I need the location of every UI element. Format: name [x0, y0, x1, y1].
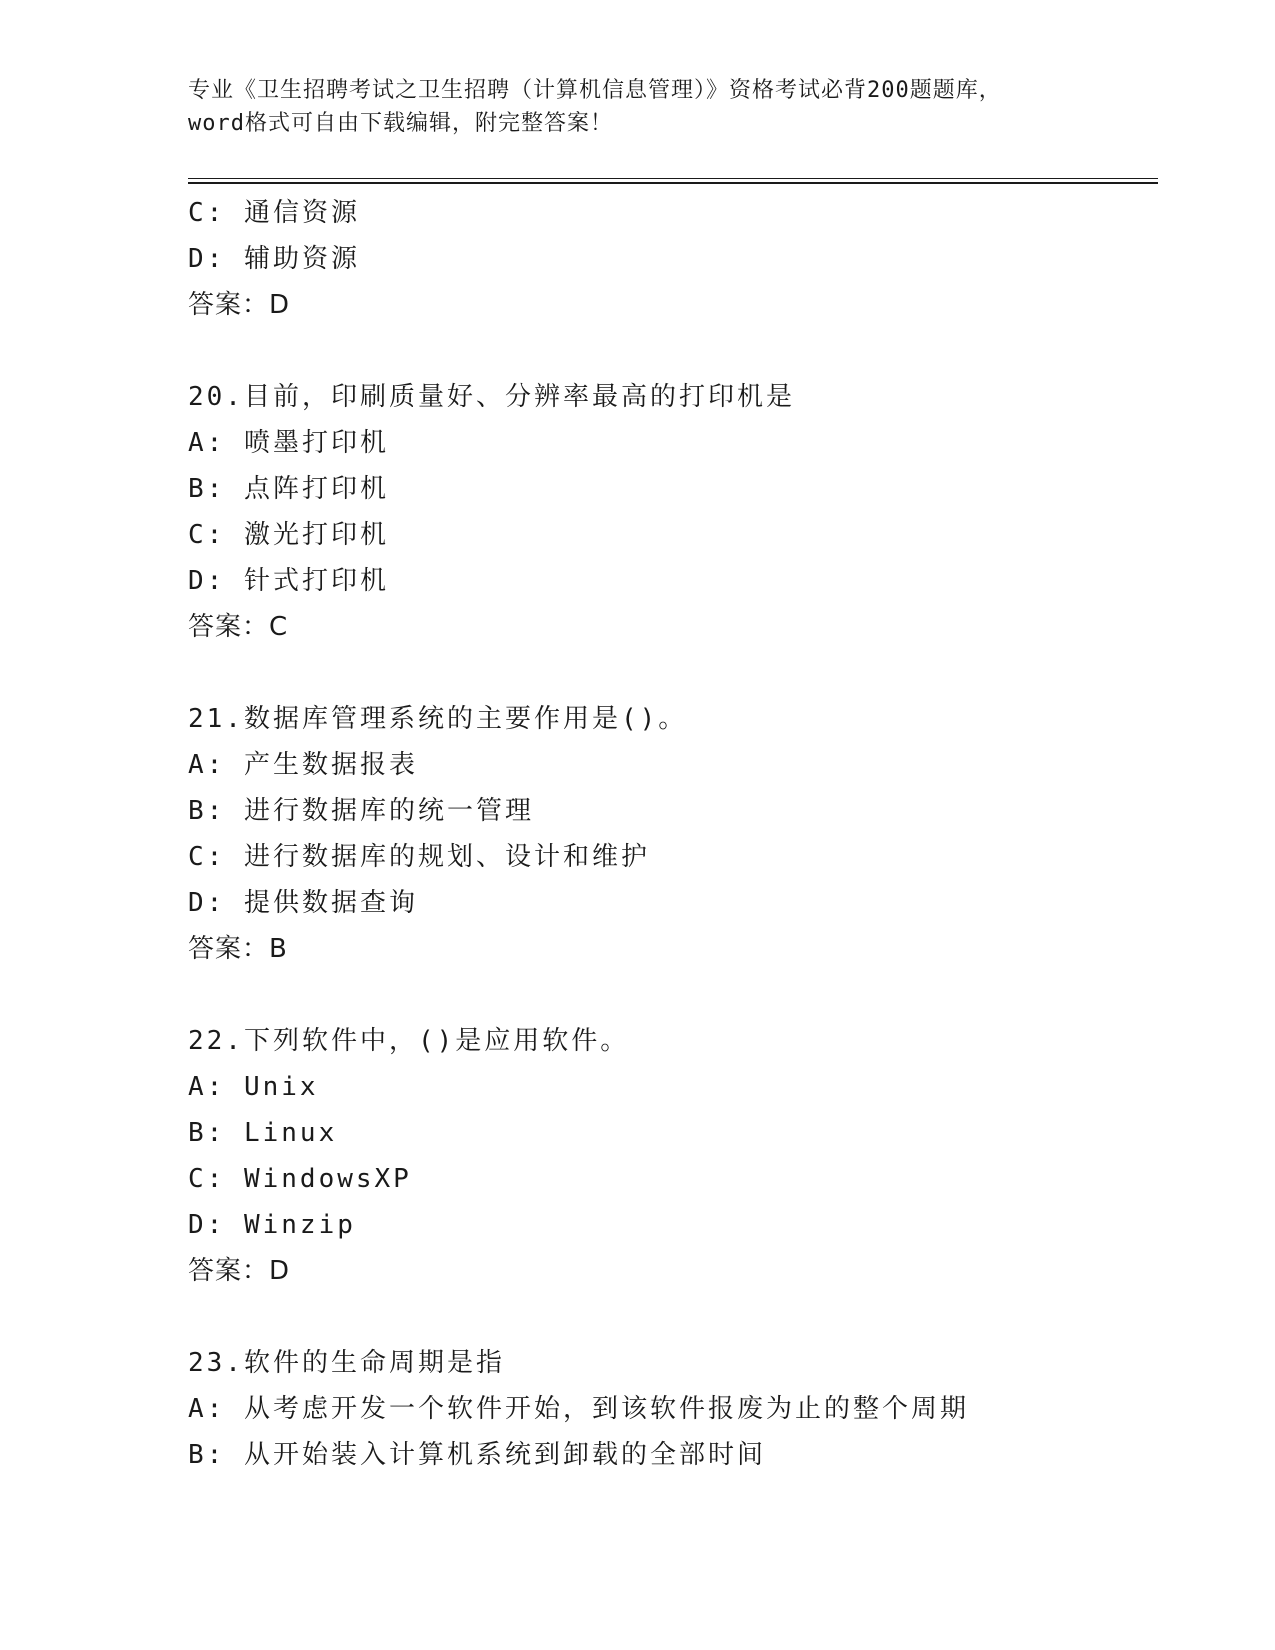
spacer: [188, 972, 1188, 1018]
question-23-block: [188, 1340, 1188, 1478]
q19-option-c: C: 通信资源: [188, 198, 360, 228]
q20-option-c: C: 激光打印机: [188, 520, 389, 550]
q20-answer: 答案：C: [188, 612, 289, 642]
header-divider-thick: [188, 182, 1158, 184]
q21-answer: 答案：B: [188, 934, 288, 964]
question-20-block: [188, 374, 1188, 650]
q19-answer: 答案：D: [188, 290, 291, 320]
q21-option-d: D: 提供数据查询: [188, 888, 418, 918]
spacer: [188, 650, 1188, 696]
q19-option-d: D: 辅助资源: [188, 244, 360, 274]
q20-option-b: B: 点阵打印机: [188, 474, 389, 504]
q23-option-b: B: 从开始装入计算机系统到卸载的全部时间: [188, 1440, 766, 1470]
header-divider-thin: [188, 178, 1158, 179]
q21-option-a: A: 产生数据报表: [188, 750, 418, 780]
q21-question: 21.数据库管理系统的主要作用是()。: [188, 704, 688, 734]
q22-option-d: D: Winzip: [188, 1210, 356, 1240]
spacer: [188, 1294, 1188, 1340]
q21-option-c: C: 进行数据库的规划、设计和维护: [188, 842, 650, 872]
question-list: [188, 190, 1188, 1478]
q23-question: 23.软件的生命周期是指: [188, 1348, 505, 1378]
q22-question: 22.下列软件中，()是应用软件。: [188, 1026, 630, 1056]
q20-option-d: D: 针式打印机: [188, 566, 389, 596]
q20-question: 20.目前，印刷质量好、分辨率最高的打印机是: [188, 382, 795, 412]
header-title-line-2: word格式可自由下载编辑，附完整答案！: [188, 111, 613, 136]
question-22-block: [188, 1018, 1188, 1294]
question-21-block: [188, 696, 1188, 972]
q22-answer: 答案：D: [188, 1256, 291, 1286]
document-header: [188, 74, 1088, 140]
question-19-block: [188, 190, 1188, 328]
spacer: [188, 328, 1188, 374]
q20-option-a: A: 喷墨打印机: [188, 428, 389, 458]
q22-option-b: B: Linux: [188, 1118, 338, 1148]
header-title-line-1: 专业《卫生招聘考试之卫生招聘（计算机信息管理）》资格考试必背200题题库，: [188, 78, 1002, 103]
q22-option-a: A: Unix: [188, 1072, 319, 1102]
q21-option-b: B: 进行数据库的统一管理: [188, 796, 534, 826]
q23-option-a: A: 从考虑开发一个软件开始，到该软件报废为止的整个周期: [188, 1394, 969, 1424]
q22-option-c: C: WindowsXP: [188, 1164, 412, 1194]
